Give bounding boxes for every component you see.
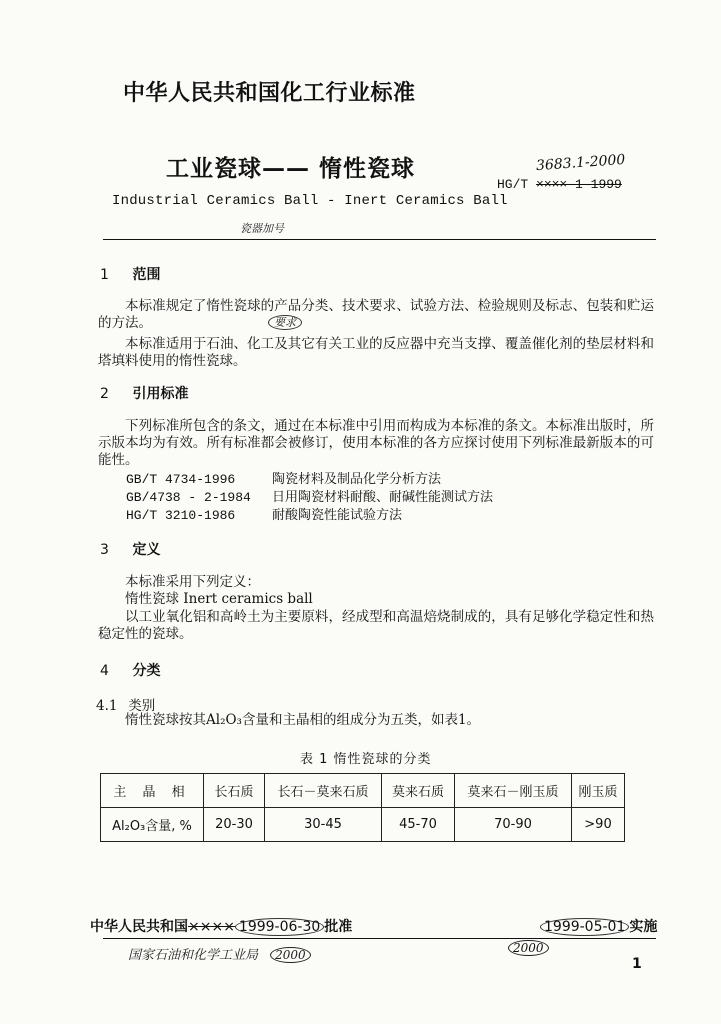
reference-name: 日用陶瓷材料耐酸、耐碱性能测试方法: [272, 490, 494, 505]
implementation-date: 1999-05-01: [540, 918, 629, 936]
reference-item: [126, 507, 493, 525]
table-header-cell: 长石质: [204, 774, 265, 808]
table-row: [101, 808, 625, 842]
standard-prefix: HG/T: [497, 177, 529, 192]
section-number: 2: [100, 386, 109, 402]
approval-prefix: 中华人民共和国: [90, 919, 188, 935]
section-3-paragraph-1: 本标准采用下列定义：: [125, 574, 260, 590]
table-caption: 表 1 惰性瓷球的分类: [300, 752, 432, 767]
section-1-paragraph-1: 本标准规定了惰性瓷球的产品分类、技术要求、试验方法、检验规则及标志、包装和贮运的方法。: [98, 298, 654, 331]
document-title-zh: 工业瓷球—— 惰性瓷球: [166, 156, 416, 182]
section-2-paragraph-1: 下列标准所包含的条文，通过在本标准中引用而构成为本标准的条文。本标准出版时，所示版本均为有效。所有标准都会被修订，使用本标准的各方应探讨使用下列标准最新版本的可能性。: [98, 418, 654, 468]
table-header-cell: 莫来石质: [382, 774, 455, 808]
section-3-term: 惰性瓷球 Inert ceramics ball: [125, 591, 313, 607]
approval-line: [90, 916, 352, 936]
section-title: 引用标准: [132, 386, 189, 402]
section-2-heading: [100, 383, 188, 403]
section-title: 范围: [132, 267, 161, 283]
table-cell: 30-45: [265, 808, 382, 842]
handwritten-year-right: 2000: [508, 940, 549, 956]
reference-code: HG/T 3210-1986: [126, 508, 236, 523]
handwritten-insert: [268, 314, 302, 330]
reference-code: GB/4738 - 2-1984: [126, 490, 251, 505]
table-cell: 70-90: [455, 808, 572, 842]
handwritten-insert-text: 要求: [268, 315, 302, 330]
handwritten-standard-number: 3683.1-2000: [535, 151, 626, 175]
reference-code: GB/T 4734-1996: [126, 472, 236, 487]
table-header-cell: 主 晶 相: [101, 774, 204, 808]
section-4-paragraph-1: 惰性瓷球按其Al₂O₃含量和主晶相的组成分为五类，如表1。: [125, 712, 481, 728]
subsection-title: 类别: [128, 698, 156, 714]
section-number: 3: [100, 542, 109, 558]
section-1-heading: [100, 264, 160, 284]
subsection-number: 4.1: [96, 698, 118, 714]
table-cell: 20-30: [204, 808, 265, 842]
section-number: 1: [100, 267, 109, 283]
handwritten-agency-text: 国家石油和化学工业局: [128, 948, 259, 963]
reference-name: 陶瓷材料及制品化学分析方法: [272, 472, 442, 487]
subsection-4-1-heading: [96, 694, 155, 714]
document-title-en: Industrial Ceramics Ball - Inert Ceramics Ball: [112, 193, 508, 209]
section-title: 分类: [132, 663, 161, 679]
reference-item: [126, 489, 493, 507]
table-cell: >90: [572, 808, 625, 842]
implementation-line: [540, 916, 657, 936]
section-3-paragraph-2: 以工业氧化铝和高岭土为主要原料，经成型和高温焙烧制成的，具有足够化学稳定性和热稳定性的瓷球。: [98, 609, 654, 642]
footer-rule: [103, 938, 656, 939]
reference-item: [126, 471, 493, 489]
standard-code: [497, 177, 622, 192]
section-number: 4: [100, 663, 109, 679]
reference-name: 耐酸陶瓷性能试验方法: [272, 508, 403, 523]
implementation-suffix: 实施: [629, 919, 658, 935]
section-3-heading: [100, 539, 160, 559]
approval-date: 1999-06-30: [235, 918, 324, 936]
classification-table: [100, 773, 625, 842]
handwritten-agency: [128, 944, 311, 963]
table-cell: 45-70: [382, 808, 455, 842]
approval-suffix: 批准: [324, 919, 353, 935]
handwritten-note: 瓷器加号: [240, 222, 284, 235]
document-organization: 中华人民共和国化工行业标准: [123, 81, 416, 106]
section-4-heading: [100, 660, 160, 680]
section-1-paragraph-2: 本标准适用于石油、化工及其它有关工业的反应器中充当支撑、覆盖催化剂的垫层材料和塔填料使用的惰性瓷球。: [98, 336, 654, 369]
approval-struck: ××××: [188, 919, 235, 935]
table-row-label: Al₂O₃含量, %: [101, 808, 204, 842]
table-header-cell: 莫来石－刚玉质: [455, 774, 572, 808]
table-row: [101, 774, 625, 808]
reference-list: [126, 471, 493, 525]
standard-number-struck: ××××-1-1999: [536, 177, 622, 192]
handwritten-year: 2000: [270, 947, 311, 963]
section-title: 定义: [132, 542, 161, 558]
table-header-cell: 刚玉质: [572, 774, 625, 808]
header-rule: [103, 239, 656, 240]
table-header-cell: 长石－莫来石质: [265, 774, 382, 808]
page-number: 1: [632, 956, 642, 972]
